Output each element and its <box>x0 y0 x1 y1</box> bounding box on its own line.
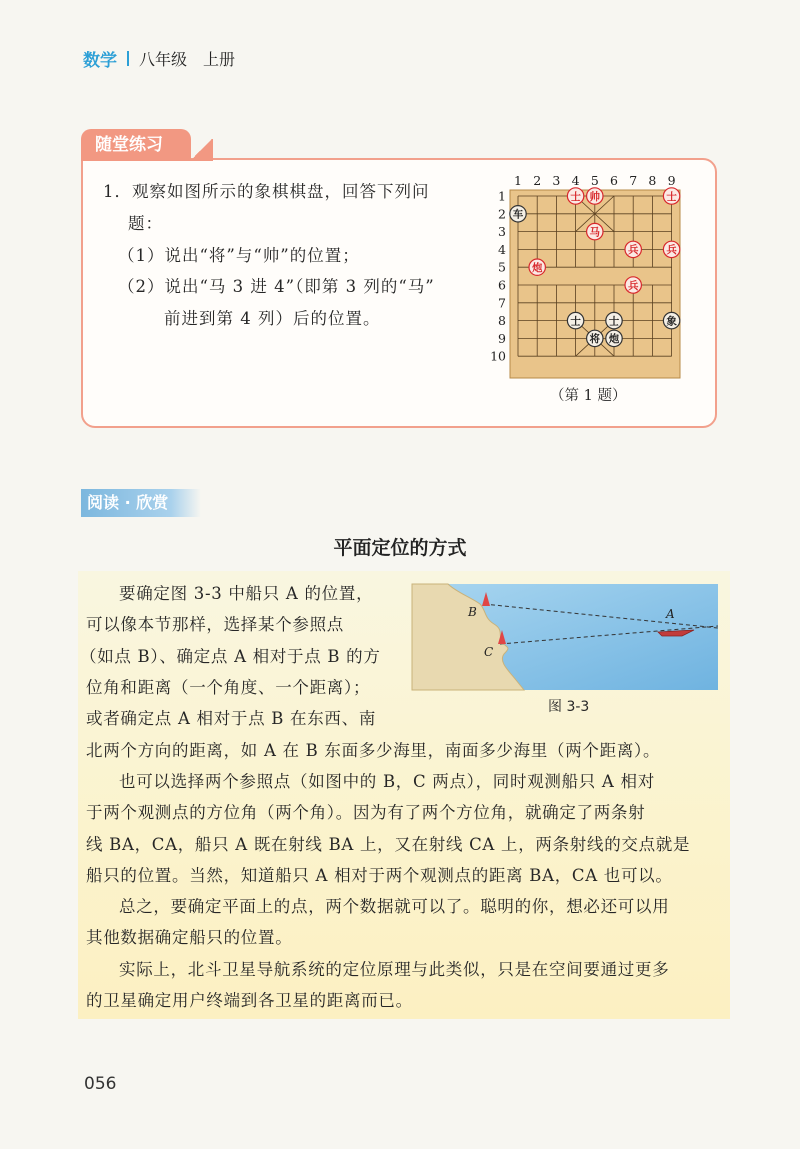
chess-piece <box>587 223 603 239</box>
figure-1-caption: （第 1 题） <box>550 388 627 404</box>
chess-piece <box>625 277 641 293</box>
practice-tab: 随堂练习 <box>81 129 191 161</box>
svg-text:将: 将 <box>589 333 601 346</box>
page-number: 056 <box>84 1074 117 1094</box>
grade-label: 八年级 上册 <box>139 50 236 69</box>
row-label: 1 <box>498 188 506 204</box>
row-label: 7 <box>498 295 506 311</box>
p3-line-2: 其他数据确定船只的位置。 <box>86 928 293 947</box>
svg-text:士: 士 <box>608 315 620 328</box>
subject-title: 数学 <box>83 51 117 71</box>
column-label: 3 <box>552 173 561 188</box>
row-label: 3 <box>498 224 506 240</box>
row-label: 10 <box>490 348 506 364</box>
row-label: 2 <box>498 206 506 222</box>
svg-text:马: 马 <box>589 226 601 239</box>
p1-line-2: 可以像本节那样，选择某个参照点 <box>86 615 344 634</box>
svg-text:炮: 炮 <box>531 262 543 274</box>
column-label: 2 <box>533 173 542 188</box>
svg-text:士: 士 <box>666 190 677 203</box>
svg-text:兵: 兵 <box>627 244 639 257</box>
chess-piece <box>587 330 603 346</box>
p3-line-1: 总之，要确定平面上的点，两个数据就可以了。聪明的你，想必还可以用 <box>119 897 670 916</box>
chess-piece <box>625 241 641 257</box>
svg-text:士: 士 <box>570 190 581 203</box>
p1-line-5: 或者确定点 A 相对于点 B 在东西、南 <box>86 709 377 728</box>
p1-line-6: 北两个方向的距离，如 A 在 B 东面多少海里，南面多少海里（两个距离）。 <box>86 741 661 760</box>
chess-piece <box>663 312 679 328</box>
svg-text:炮: 炮 <box>608 333 620 346</box>
question-1-sub-2-line-2: 前进到第 4 列）后的位置。 <box>164 309 381 328</box>
row-label: 4 <box>498 241 506 257</box>
figure-3-3-caption: 图 3-3 <box>548 699 590 715</box>
question-1-line-1: 1．观察如图所示的象棋棋盘，回答下列问 <box>103 182 430 201</box>
question-1-line-2: 题： <box>128 214 163 233</box>
column-label: 6 <box>610 173 618 188</box>
svg-text:士: 士 <box>570 315 581 328</box>
p2-line-1: 也可以选择两个参照点（如图中的 B，C 两点），同时观测船只 A 相对 <box>119 772 655 791</box>
figure-3-3 <box>412 584 718 690</box>
reading-title: 平面定位的方式 <box>333 537 467 559</box>
label-c: C <box>484 645 494 659</box>
row-label: 8 <box>498 313 506 329</box>
chess-piece <box>663 188 679 204</box>
p4-line-2: 的卫星确定用户终端到各卫星的距离而已。 <box>86 991 413 1010</box>
question-1-sub-1: （1）说出“将”与“帅”的位置； <box>118 246 360 265</box>
p2-line-2: 于两个观测点的方位角（两个角）。因为有了两个方位角，就确定了两条射 <box>86 803 646 822</box>
label-a: A <box>666 607 675 621</box>
row-label: 5 <box>498 259 506 275</box>
chess-piece <box>510 206 526 222</box>
reading-tab: 阅读 · 欣赏 <box>81 489 201 517</box>
p4-line-1: 实际上，北斗卫星导航系统的定位原理与此类似，只是在空间要通过更多 <box>119 960 670 979</box>
column-label: 7 <box>629 173 638 188</box>
p1-line-4: 位角和距离（一个角度、一个距离）； <box>86 678 371 697</box>
chess-piece <box>663 241 679 257</box>
p2-line-3: 线 BA，CA，船只 A 既在射线 BA 上，又在射线 CA 上，两条射线的交点就是 <box>86 835 691 854</box>
column-label: 8 <box>648 173 657 188</box>
column-label: 9 <box>667 173 676 188</box>
question-1-sub-2-line-1: （2）说出“马 3 进 4”（即第 3 列的“马” <box>118 277 435 296</box>
chess-board <box>492 174 682 384</box>
chess-piece <box>587 188 603 204</box>
svg-text:兵: 兵 <box>627 279 639 292</box>
row-label: 6 <box>498 277 506 293</box>
chess-piece <box>606 312 622 328</box>
p1-line-3: （如点 B）、确定点 A 相对于点 B 的方 <box>80 647 381 666</box>
label-b: B <box>468 605 477 619</box>
row-label: 9 <box>498 330 506 346</box>
chess-piece <box>529 259 545 275</box>
svg-text:车: 车 <box>512 208 524 221</box>
page-header <box>83 46 235 71</box>
column-label: 1 <box>514 173 522 188</box>
chess-piece <box>606 330 622 346</box>
chess-piece <box>567 312 583 328</box>
svg-text:象: 象 <box>666 315 677 328</box>
svg-text:兵: 兵 <box>666 244 677 257</box>
chess-piece <box>567 188 583 204</box>
header-divider <box>127 51 129 66</box>
ship-position-diagram <box>412 584 718 690</box>
p2-line-4: 船只的位置。当然，知道船只 A 相对于两个观测点的距离 BA，CA 也可以。 <box>86 866 673 885</box>
p1-line-1: 要确定图 3-3 中船只 A 的位置， <box>119 584 374 603</box>
column-label: 5 <box>590 173 599 188</box>
chess-board-figure <box>492 174 682 414</box>
svg-text:帅: 帅 <box>589 190 601 203</box>
column-label: 4 <box>571 173 580 188</box>
